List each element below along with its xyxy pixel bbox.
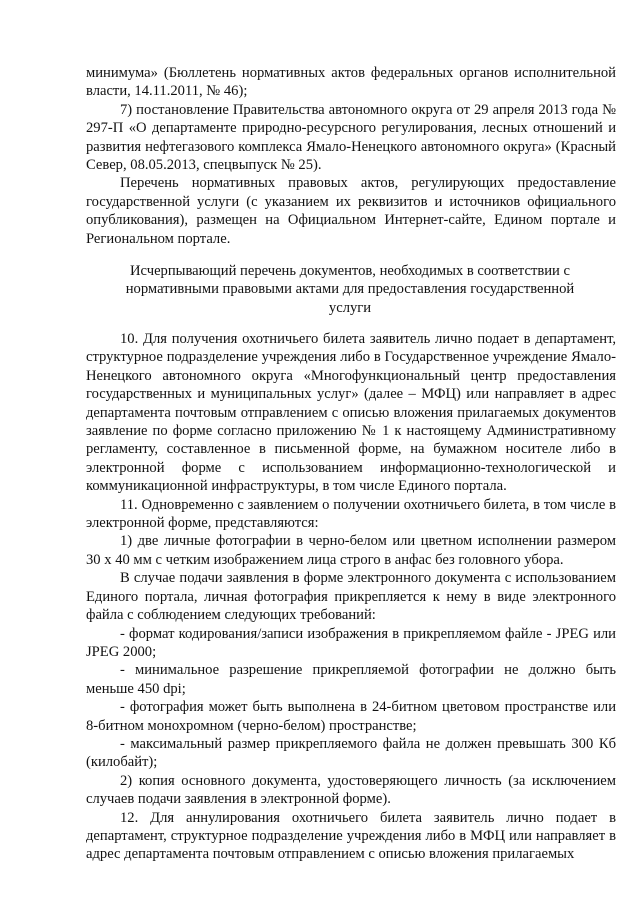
paragraph-12: 12. Для аннулирования охотничьего билета заявитель лично подает в департамент, структурное подразделение учреждения либо в МФЦ или направляет в адрес департамента почтовым отправлением с описью вложения прилагаемых	[86, 809, 616, 863]
paragraph-electronic-photo: В случае подачи заявления в форме электронного документа с использованием Единого портала, личная фотография прикрепляется к нему в виде электронного файла с соблюдением следующих требований:	[86, 570, 616, 624]
paragraph-requirement-resolution: - минимальное разрешение прикрепляемой фотографии не должно быть меньше 450 dpi;	[86, 662, 616, 697]
section-heading-block	[120, 262, 580, 317]
paragraph-11-item-1: 1) две личные фотографии в черно-белом или цветном исполнении размером 30 х 40 мм с четким изображением лица строго в анфас без головного убора.	[86, 533, 616, 568]
paragraph-11-item-2: 2) копия основного документа, удостоверяющего личность (за исключением случаев подачи заявления в электронной форме).	[86, 772, 616, 808]
paragraph-requirement-format: - формат кодирования/записи изображения в прикрепляемом файле - JPEG или JPEG 2000;	[86, 625, 616, 660]
top-text	[86, 64, 616, 248]
paragraph-item-7: 7) постановление Правительства автономного округа от 29 апреля 2013 года № 297-П «О департаменте природно-ресурсного регулирования, лесных отношений и развития нефтегазового комплекса Ямало-Ненецкого автономного округа» (Красный Север, 08.05.2013, спецвыпуск № 25).	[86, 101, 616, 174]
paragraph-10: 10. Для получения охотничьего билета заявитель лично подает в департамент, структурное подразделение учреждения либо в Государственное учреждение Ямало-Ненецкого автономного округа «Многофункциональный центр предоставления государственных и муниципальных услуг» (далее – МФЦ) или направляет в адрес департамента почтовым отправлением с описью вложения прилагаемых документов заявление по форме согласно приложению № 1 к настоящему Административному регламенту, составленное в письменной форме, на бумажном носителе либо в электронной форме с использованием информационно-технологической и коммуникационной инфраструктуры, в том числе Единого портала.	[86, 331, 616, 495]
paragraph-requirement-size: - максимальный размер прикрепляемого файла не должен превышать 300 Кб (килобайт);	[86, 735, 616, 771]
paragraph-legal-acts-list: Перечень нормативных правовых актов, регулирующих предоставление государственной услуги (с указанием их реквизитов и источников официального опубликования), размещен на Официальном Интернет-сайте, Едином портале и Региональном портале.	[86, 175, 616, 247]
body-text	[86, 330, 616, 864]
paragraph-requirement-color: - фотография может быть выполнена в 24-битном цветовом пространстве или 8-битном монохромном (черно-белом) пространстве;	[86, 699, 616, 734]
section-heading: Исчерпывающий перечень документов, необходимых в соответствии с нормативными правовыми актами для предоставления государственной услуги	[125, 263, 575, 316]
paragraph-11: 11. Одновременно с заявлением о получении охотничьего билета, в том числе в электронной форме, представляются:	[86, 496, 616, 532]
paragraph-continuation: минимума» (Бюллетень нормативных актов федеральных органов исполнительной власти, 14.11.2011, № 46);	[86, 65, 616, 100]
